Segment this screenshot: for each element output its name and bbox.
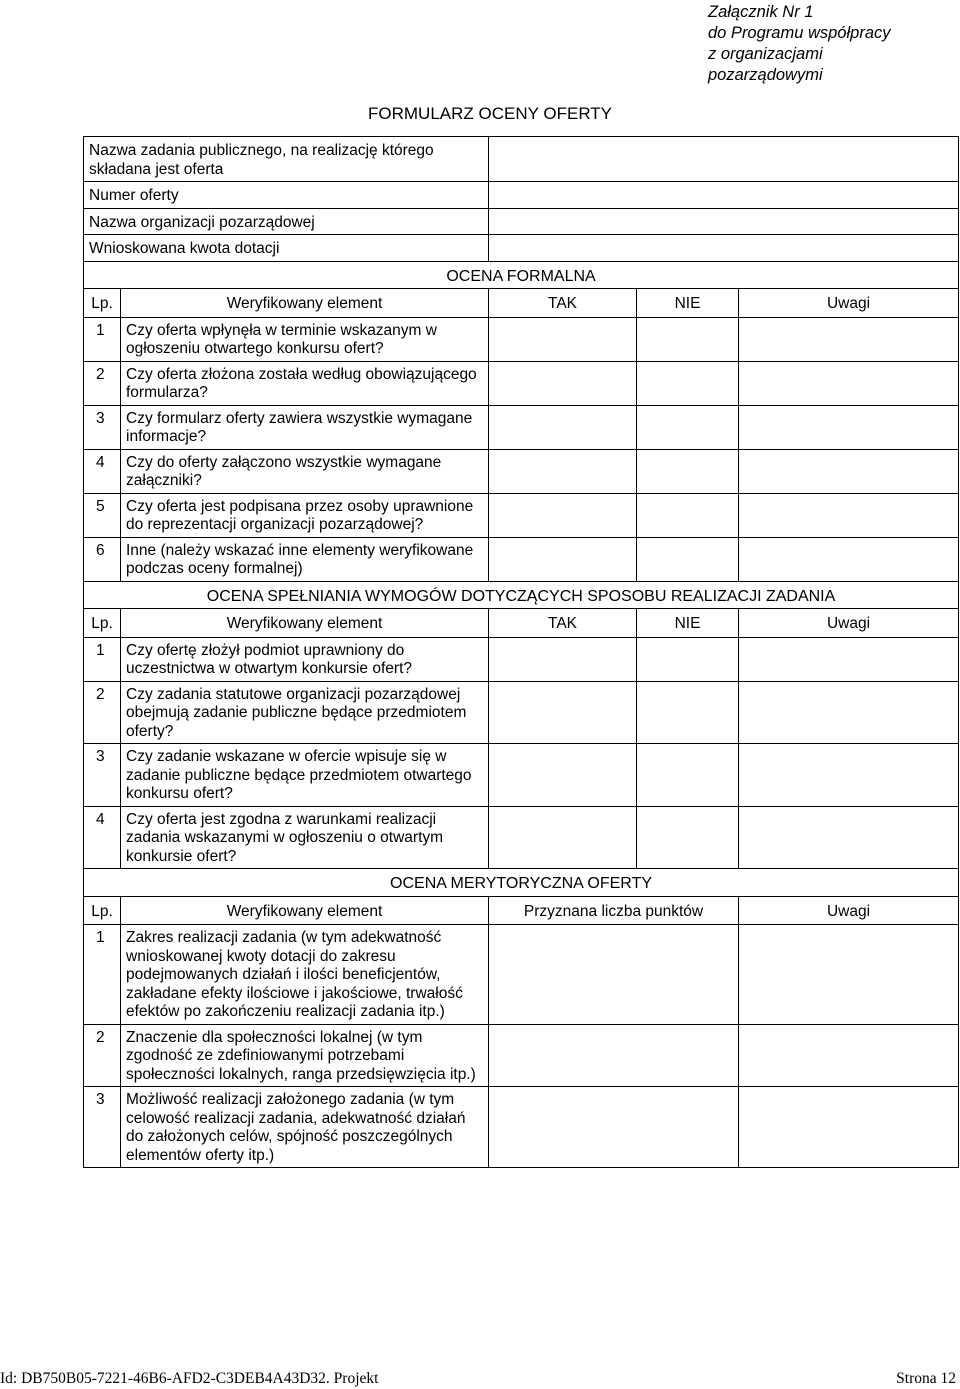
header-lp: Lp.	[84, 289, 121, 318]
header-element: Weryfikowany element	[121, 896, 489, 925]
annex-line: do Programu współpracy	[708, 24, 891, 42]
yes-cell[interactable]	[489, 681, 637, 744]
annex-header	[708, 2, 891, 86]
header-lp: Lp.	[84, 609, 121, 638]
no-cell[interactable]	[637, 681, 739, 744]
notes-cell[interactable]	[739, 317, 959, 361]
points-cell[interactable]	[489, 1087, 739, 1168]
section-title: OCENA MERYTORYCZNA OFERTY	[84, 869, 959, 897]
table-row	[84, 925, 959, 1025]
table-row	[84, 681, 959, 744]
section-requirements	[84, 581, 959, 609]
header-notes: Uwagi	[739, 289, 959, 318]
info-value-field[interactable]	[489, 182, 959, 209]
yes-cell[interactable]	[489, 405, 637, 449]
table-row	[84, 449, 959, 493]
header-notes: Uwagi	[739, 609, 959, 638]
points-cell[interactable]	[489, 925, 739, 1025]
header-no: NIE	[637, 289, 739, 318]
table-row	[84, 361, 959, 405]
evaluation-form-table	[83, 136, 959, 1168]
table-header	[84, 609, 959, 638]
row-number: 6	[84, 537, 121, 581]
row-question: Czy zadania statutowe organizacji pozarządowej obejmują zadanie publiczne będące przedmiotem oferty?	[121, 681, 489, 744]
yes-cell[interactable]	[489, 637, 637, 681]
table-header	[84, 896, 959, 925]
header-points: Przyznana liczba punktów	[489, 896, 739, 925]
yes-cell[interactable]	[489, 317, 637, 361]
notes-cell[interactable]	[739, 1024, 959, 1087]
no-cell[interactable]	[637, 537, 739, 581]
notes-cell[interactable]	[739, 681, 959, 744]
yes-cell[interactable]	[489, 449, 637, 493]
table-header	[84, 289, 959, 318]
notes-cell[interactable]	[739, 405, 959, 449]
row-number: 2	[84, 681, 121, 744]
yes-cell[interactable]	[489, 361, 637, 405]
table-row	[84, 806, 959, 869]
row-number: 3	[84, 405, 121, 449]
section-title: OCENA SPEŁNIANIA WYMOGÓW DOTYCZĄCYCH SPOSOBU REALIZACJI ZADANIA	[84, 581, 959, 609]
info-row	[84, 235, 959, 262]
section-formal	[84, 261, 959, 289]
annex-line: Załącznik Nr 1	[708, 3, 814, 21]
no-cell[interactable]	[637, 806, 739, 869]
info-value-field[interactable]	[489, 208, 959, 235]
row-number: 4	[84, 806, 121, 869]
row-number: 1	[84, 925, 121, 1025]
no-cell[interactable]	[637, 493, 739, 537]
notes-cell[interactable]	[739, 361, 959, 405]
no-cell[interactable]	[637, 361, 739, 405]
notes-cell[interactable]	[739, 449, 959, 493]
info-value-field[interactable]	[489, 235, 959, 262]
yes-cell[interactable]	[489, 806, 637, 869]
yes-cell[interactable]	[489, 537, 637, 581]
info-row	[84, 208, 959, 235]
row-number: 5	[84, 493, 121, 537]
row-question: Czy oferta złożona została według obowiązującego formularza?	[121, 361, 489, 405]
notes-cell[interactable]	[739, 637, 959, 681]
info-label: Nazwa zadania publicznego, na realizację którego składana jest oferta	[84, 137, 489, 182]
header-yes: TAK	[489, 609, 637, 638]
info-label: Nazwa organizacji pozarządowej	[84, 208, 489, 235]
info-value-field[interactable]	[489, 137, 959, 182]
notes-cell[interactable]	[739, 537, 959, 581]
table-row	[84, 537, 959, 581]
header-no: NIE	[637, 609, 739, 638]
info-label: Numer oferty	[84, 182, 489, 209]
header-notes: Uwagi	[739, 896, 959, 925]
section-title: OCENA FORMALNA	[84, 261, 959, 289]
row-number: 2	[84, 1024, 121, 1087]
row-question: Czy oferta jest zgodna z warunkami realizacji zadania wskazanymi w ogłoszeniu o otwartym konkursie ofert?	[121, 806, 489, 869]
footer-document-id: Id: DB750B05-7221-46B6-AFD2-C3DEB4A43D32. Projekt	[0, 1370, 379, 1387]
row-question: Czy ofertę złożył podmiot uprawniony do uczestnictwa w otwartym konkursie ofert?	[121, 637, 489, 681]
row-number: 2	[84, 361, 121, 405]
row-number: 3	[84, 744, 121, 807]
table-row	[84, 405, 959, 449]
no-cell[interactable]	[637, 405, 739, 449]
footer-page-number: Strona 12	[896, 1370, 956, 1387]
row-question: Inne (należy wskazać inne elementy weryfikowane podczas oceny formalnej)	[121, 537, 489, 581]
row-number: 4	[84, 449, 121, 493]
annex-line: pozarządowymi	[708, 66, 823, 84]
row-number: 3	[84, 1087, 121, 1168]
no-cell[interactable]	[637, 449, 739, 493]
yes-cell[interactable]	[489, 744, 637, 807]
header-element: Weryfikowany element	[121, 609, 489, 638]
no-cell[interactable]	[637, 637, 739, 681]
notes-cell[interactable]	[739, 1087, 959, 1168]
table-row	[84, 1024, 959, 1087]
row-question: Czy formularz oferty zawiera wszystkie wymagane informacje?	[121, 405, 489, 449]
notes-cell[interactable]	[739, 925, 959, 1025]
table-row	[84, 744, 959, 807]
annex-line: z organizacjami	[708, 45, 823, 63]
row-number: 1	[84, 637, 121, 681]
header-yes: TAK	[489, 289, 637, 318]
row-question: Zakres realizacji zadania (w tym adekwatność wnioskowanej kwoty dotacji do zakresu podejmowanych działań i ilości beneficjentów, zakładane efekty ilościowe i jakościowe, trwałość efektów po zakończeniu realizacji zadania itp.)	[121, 925, 489, 1025]
form-title: FORMULARZ OCENY OFERTY	[368, 104, 613, 123]
table-row	[84, 317, 959, 361]
no-cell[interactable]	[637, 744, 739, 807]
points-cell[interactable]	[489, 1024, 739, 1087]
notes-cell[interactable]	[739, 806, 959, 869]
row-number: 1	[84, 317, 121, 361]
notes-cell[interactable]	[739, 493, 959, 537]
table-row	[84, 637, 959, 681]
row-question: Czy oferta jest podpisana przez osoby uprawnione do reprezentacji organizacji pozarządowej?	[121, 493, 489, 537]
table-row	[84, 493, 959, 537]
row-question: Czy zadanie wskazane w ofercie wpisuje się w zadanie publiczne będące przedmiotem otwartego konkursu ofert?	[121, 744, 489, 807]
header-element: Weryfikowany element	[121, 289, 489, 318]
info-row	[84, 182, 959, 209]
row-question: Znaczenie dla społeczności lokalnej (w tym zgodność ze zdefiniowanymi potrzebami społeczności lokalnych, ranga przedsięwzięcia itp.)	[121, 1024, 489, 1087]
header-lp: Lp.	[84, 896, 121, 925]
yes-cell[interactable]	[489, 493, 637, 537]
table-row	[84, 1087, 959, 1168]
section-merit	[84, 869, 959, 897]
row-question: Możliwość realizacji założonego zadania (w tym celowość realizacji zadania, adekwatność działań do założonych celów, spójność poszczególnych elementów oferty itp.)	[121, 1087, 489, 1168]
row-question: Czy do oferty załączono wszystkie wymagane załączniki?	[121, 449, 489, 493]
notes-cell[interactable]	[739, 744, 959, 807]
no-cell[interactable]	[637, 317, 739, 361]
info-row	[84, 137, 959, 182]
row-question: Czy oferta wpłynęła w terminie wskazanym w ogłoszeniu otwartego konkursu ofert?	[121, 317, 489, 361]
info-label: Wnioskowana kwota dotacji	[84, 235, 489, 262]
